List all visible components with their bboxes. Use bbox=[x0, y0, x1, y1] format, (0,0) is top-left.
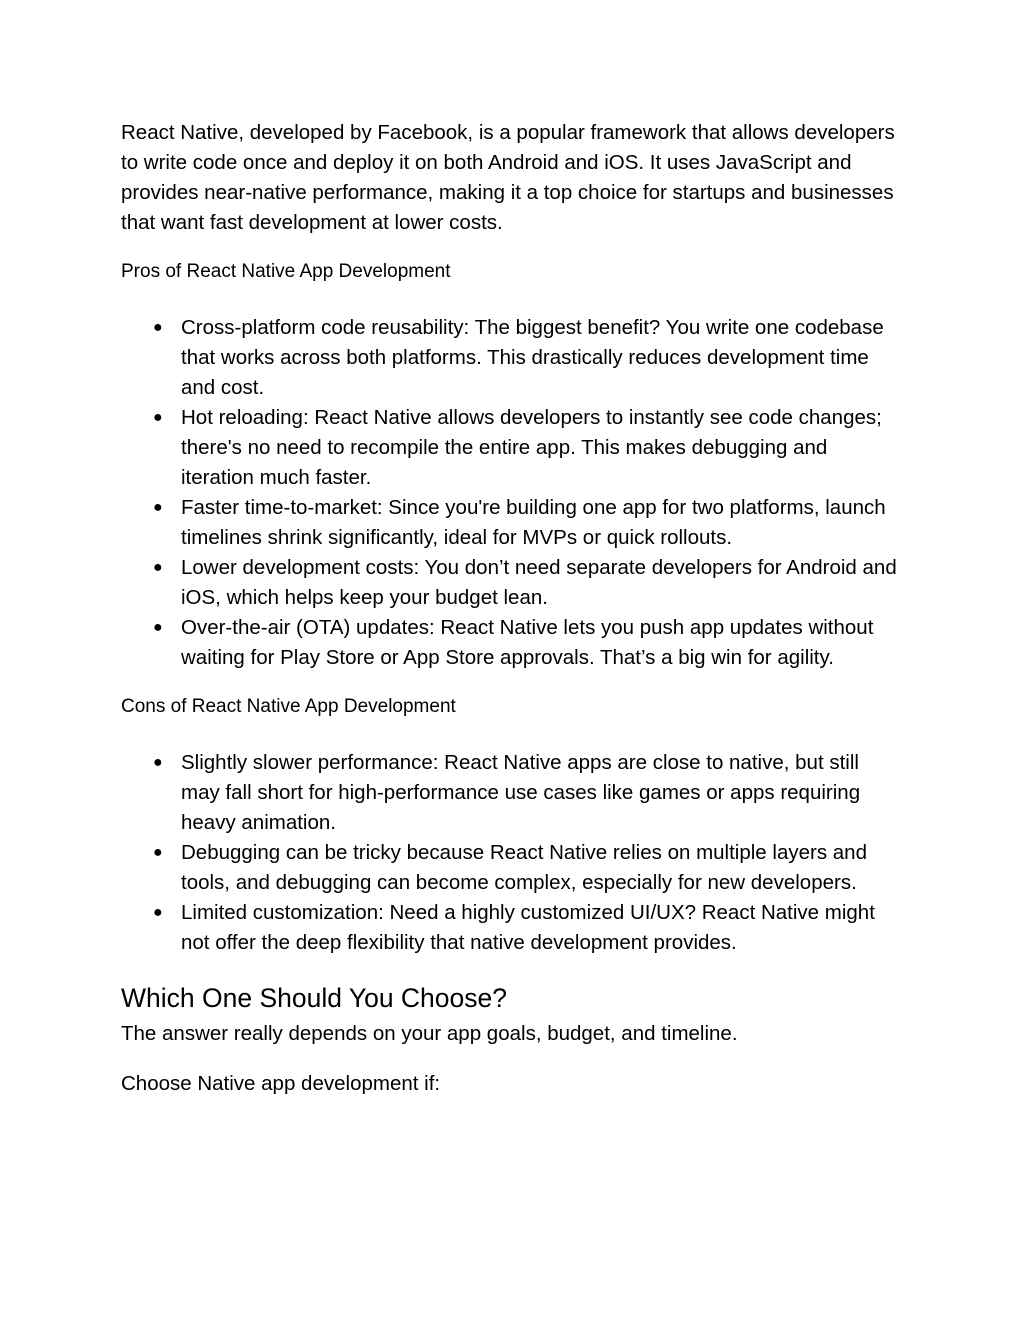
choose-paragraph: The answer really depends on your app goals, budget, and timeline. bbox=[121, 1022, 738, 1045]
bullet-icon: ● bbox=[153, 499, 163, 516]
pros-heading: Pros of React Native App Development bbox=[121, 261, 451, 282]
intro-paragraph: React Native, developed by Facebook, is a popular framework that allows developers to write code once and deploy it on both Android and iOS. It uses JavaScript and provides near-native performance, making it a top choice for startups and businesses that want fast development at lower costs. bbox=[121, 121, 895, 234]
pros-item bbox=[121, 313, 901, 403]
pros-list bbox=[121, 313, 901, 673]
bullet-icon: ● bbox=[153, 409, 163, 426]
pros-item-text: Over-the-air (OTA) updates: React Native lets you push app updates without waiting for Play Store or App Store approvals. That’s a big win for agility. bbox=[181, 616, 874, 669]
pros-item bbox=[121, 493, 901, 553]
bullet-icon: ● bbox=[153, 559, 163, 576]
cons-item bbox=[121, 898, 901, 958]
pros-item-text: Faster time-to-market: Since you're building one app for two platforms, launch timelines shrink significantly, ideal for MVPs or quick rollouts. bbox=[181, 496, 886, 549]
cons-item bbox=[121, 748, 901, 838]
bullet-icon: ● bbox=[153, 619, 163, 636]
section-heading: Which One Should You Choose? bbox=[121, 983, 507, 1013]
cons-item-text: Limited customization: Need a highly customized UI/UX? React Native might not offer the deep flexibility that native development provides. bbox=[181, 901, 875, 954]
pros-item-text: Hot reloading: React Native allows developers to instantly see code changes; there's no need to recompile the entire app. This makes debugging and iteration much faster. bbox=[181, 406, 882, 489]
cons-item-text: Debugging can be tricky because React Native relies on multiple layers and tools, and debugging can become complex, especially for new developers. bbox=[181, 841, 867, 894]
bullet-icon: ● bbox=[153, 754, 163, 771]
bullet-icon: ● bbox=[153, 319, 163, 336]
cons-item-text: Slightly slower performance: React Native apps are close to native, but still may fall short for high-performance use cases like games or apps requiring heavy animation. bbox=[181, 751, 861, 834]
cons-list bbox=[121, 748, 901, 958]
document-page bbox=[121, 118, 901, 1099]
pros-item bbox=[121, 613, 901, 673]
cons-heading: Cons of React Native App Development bbox=[121, 696, 456, 717]
bullet-icon: ● bbox=[153, 904, 163, 921]
choose-native-paragraph: Choose Native app development if: bbox=[121, 1072, 441, 1095]
pros-item bbox=[121, 553, 901, 613]
pros-item-text: Cross-platform code reusability: The biggest benefit? You write one codebase that works across both platforms. This drastically reduces development time and cost. bbox=[181, 316, 884, 399]
cons-item bbox=[121, 838, 901, 898]
pros-item bbox=[121, 403, 901, 493]
bullet-icon: ● bbox=[153, 844, 163, 861]
pros-item-text: Lower development costs: You don’t need separate developers for Android and iOS, which helps keep your budget lean. bbox=[181, 556, 897, 609]
